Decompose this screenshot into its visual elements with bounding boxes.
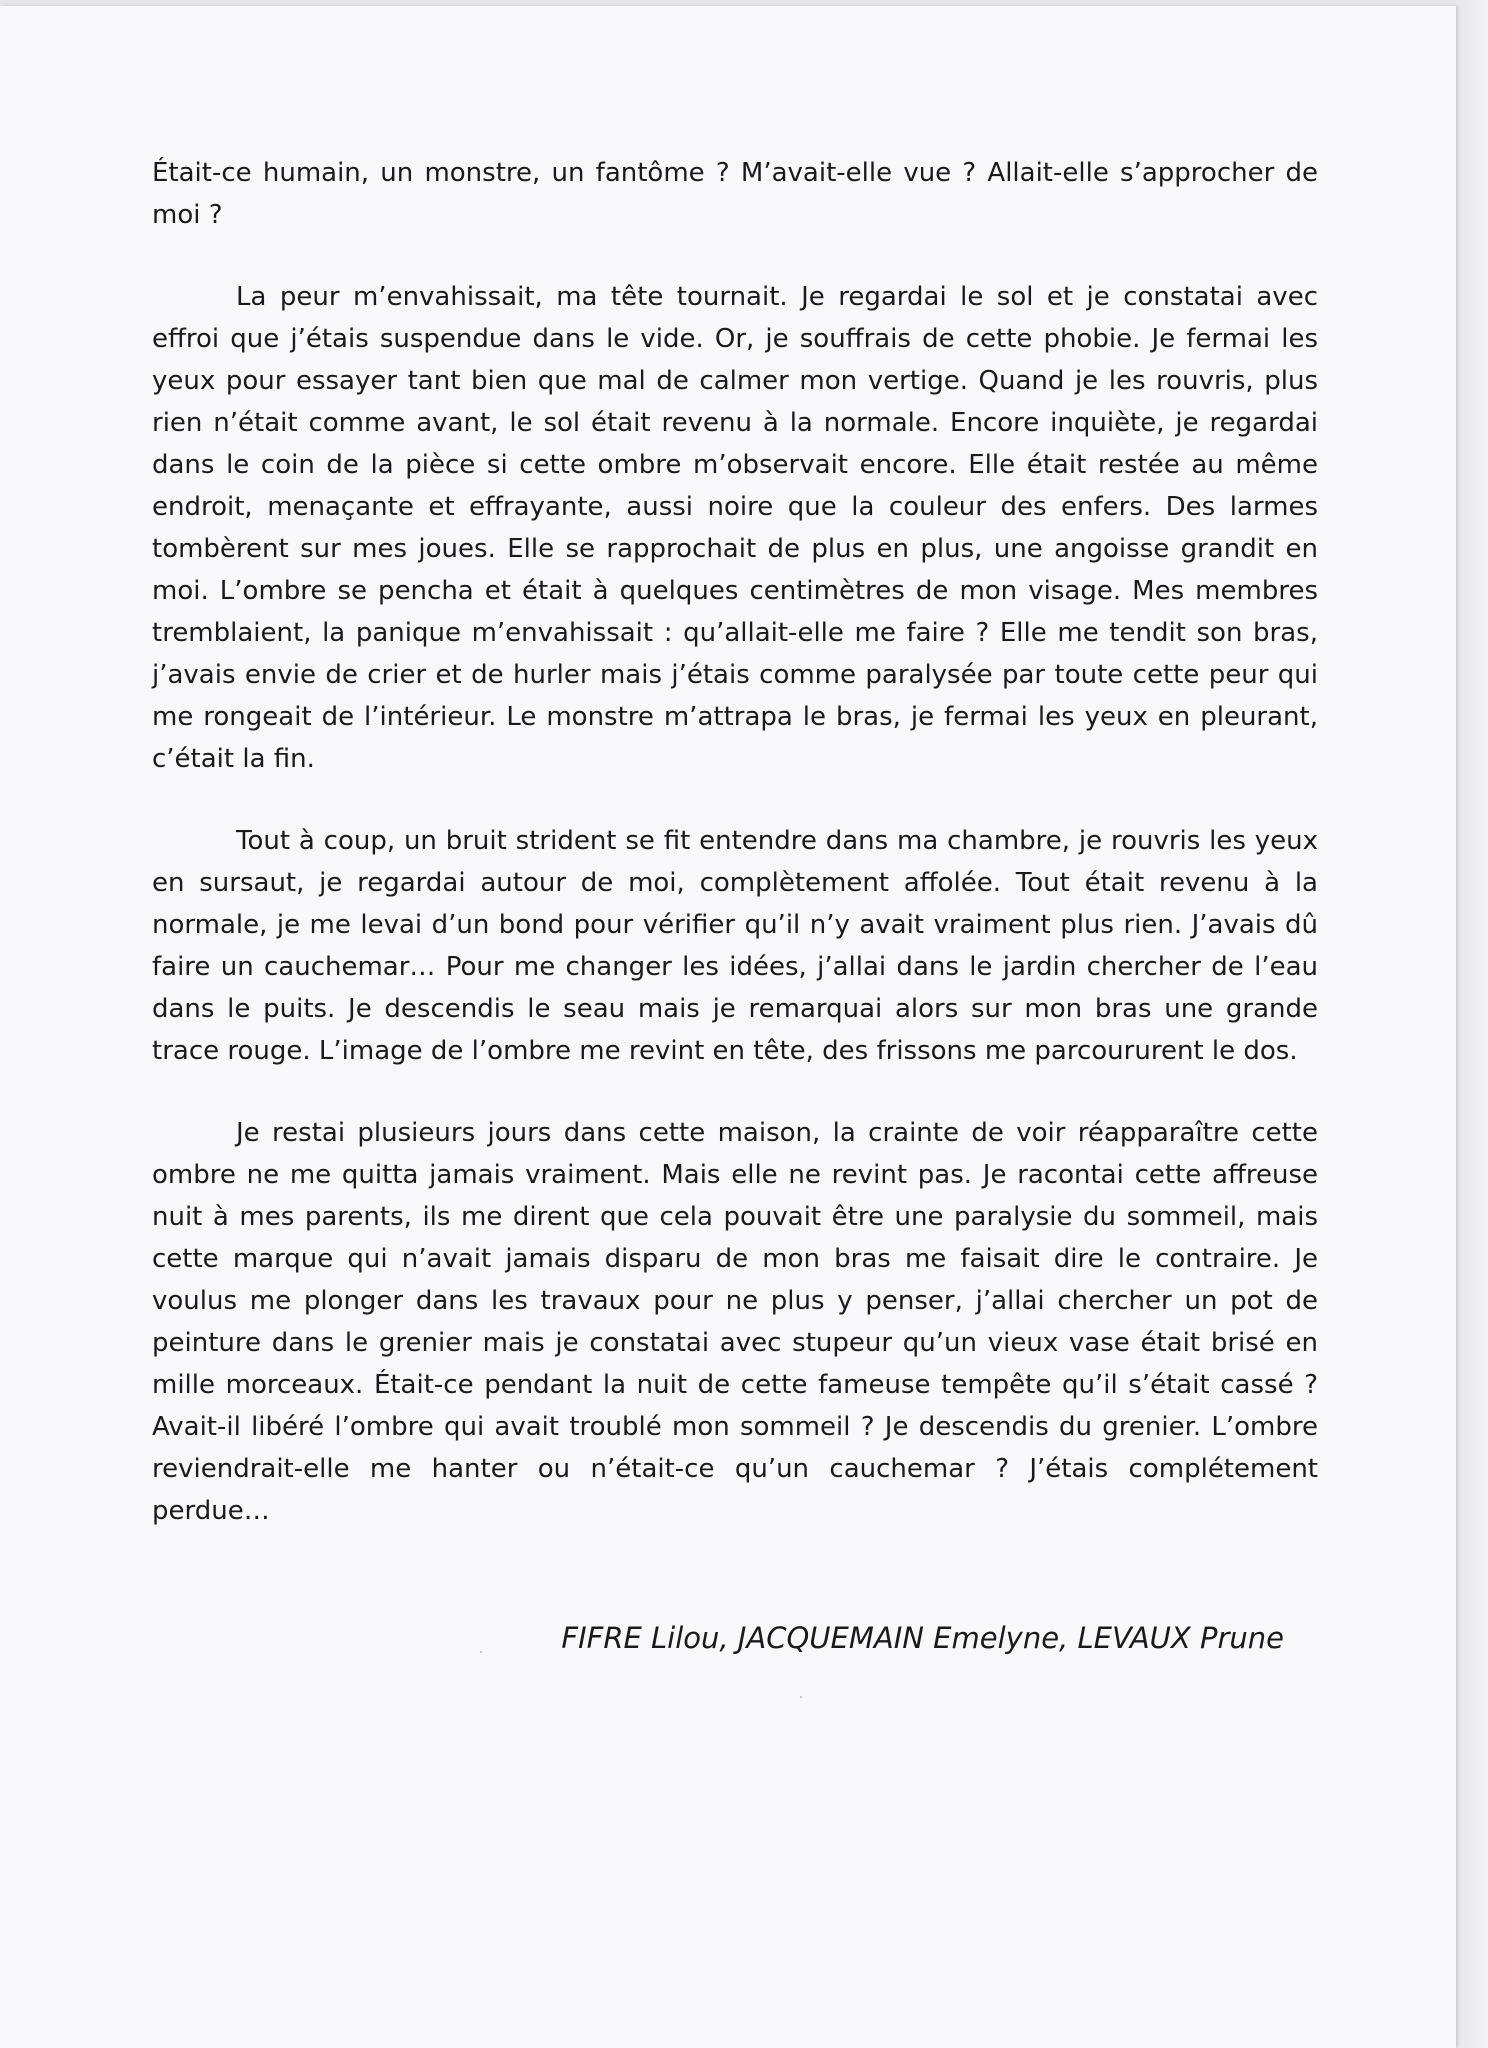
story-text xyxy=(152,152,1318,1572)
paper-speck xyxy=(800,1696,802,1698)
scan-right-edge xyxy=(1456,0,1488,2048)
paper-sheet xyxy=(0,6,1456,2048)
paragraph-3: Tout à coup, un bruit strident se fit entendre dans ma chambre, je rouvris les yeux en sursaut, je regardai autour de moi, complètement affolée. Tout était revenu à la normale, je me levai d’un bond pour vérifier qu’il n’y avait vraiment plus rien. J’avais dû faire un cauchemar… Pour me changer les idées, j’allai dans le jardin chercher de l’eau dans le puits. Je descendis le seau mais je remarquai alors sur mon bras une grande trace rouge. L’image de l’ombre me revint en tête, des frissons me parcoururent le dos. xyxy=(152,826,1318,1066)
paragraph-1: Était-ce humain, un monstre, un fantôme ? M’avait-elle vue ? Allait-elle s’approcher de moi ? xyxy=(152,158,1318,230)
paragraph-2: La peur m’envahissait, ma tête tournait. Je regardai le sol et je constatai avec effroi que j’étais suspendue dans le vide. Or, je souffrais de cette phobie. Je fermai les yeux pour essayer tant bien que mal de calmer mon vertige. Quand je les rouvris, plus rien n’était comme avant, le sol était revenu à la normale. Encore inquiète, je regardai dans le coin de la pièce si cette ombre m’observait encore. Elle était restée au même endroit, menaçante et effrayante, aussi noire que la couleur des enfers. Des larmes tombèrent sur mes joues. Elle se rapprochait de plus en plus, une angoisse grandit en moi. L’ombre se pencha et était à quelques centimètres de mon visage. Mes membres tremblaient, la panique m’envahissait : qu’allait-elle me faire ? Elle me tendit son bras, j’avais envie de crier et de hurler mais j’étais comme paralysée par toute cette peur qui me rongeait de l’intérieur. Le monstre m’attrapa le bras, je fermai les yeux en pleurant, c’était la fin. xyxy=(152,282,1318,774)
authors-signature: FIFRE Lilou, JACQUEMAIN Emelyne, LEVAUX Prune xyxy=(561,1621,1284,1655)
paper-speck xyxy=(480,1651,482,1653)
paragraph-4: Je restai plusieurs jours dans cette maison, la crainte de voir réapparaître cette ombre ne me quitta jamais vraiment. Mais elle ne revint pas. Je racontai cette affreuse nuit à mes parents, ils me dirent que cela pouvait être une paralysie du sommeil, mais cette marque qui n’avait jamais disparu de mon bras me faisait dire le contraire. Je voulus me plonger dans les travaux pour ne plus y penser, j’allai chercher un pot de peinture dans le grenier mais je constatai avec stupeur qu’un vieux vase était brisé en mille morceaux. Était-ce pendant la nuit de cette fameuse tempête qu’il s’était cassé ? Avait-il libéré l’ombre qui avait troublé mon sommeil ? Je descendis du grenier. L’ombre reviendrait-elle me hanter ou n’était-ce qu’un cauchemar ? J’étais complétement perdue… xyxy=(152,1118,1318,1526)
